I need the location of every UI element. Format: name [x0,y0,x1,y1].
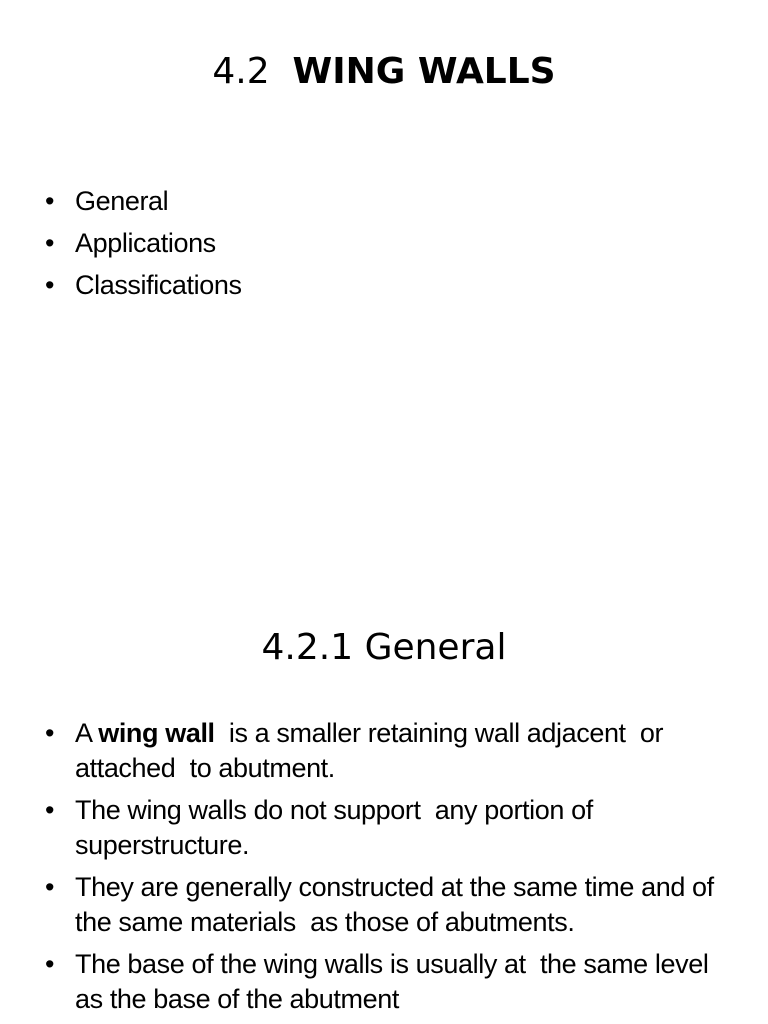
list-item [0,223,725,265]
list-item [0,870,725,940]
definition-list [0,716,725,1024]
list-item-text: is a smaller retaining wall adjacent or attached to abutment. [75,718,671,783]
bullet-icon: • [45,795,55,825]
bullet-icon: • [45,718,55,748]
slide-title: 4.2.1 General [261,627,507,668]
list-item [0,265,725,307]
list-item [0,793,725,863]
bullet-icon: • [45,186,55,216]
list-item [0,716,725,786]
list-item-prefix: A [75,718,99,748]
bullet-icon: • [45,270,55,300]
list-item-text: General [75,186,169,216]
list-item-bold-term: wing wall [98,718,215,748]
list-item-text: They are generally constructed at the same time and of the same materials as those of abutments. [75,872,721,937]
list-item [0,947,725,1017]
bullet-icon: • [45,949,55,979]
slide-general [0,576,768,1024]
title-text: WING WALLS [292,51,556,92]
bullet-icon: • [45,228,55,258]
bullet-icon: • [45,872,55,902]
list-item-text: Classifications [75,270,242,300]
list-item-text: The base of the wing walls is usually at the same level as the base of the abutment [75,949,716,1014]
list-item [0,181,725,223]
list-item-text: Applications [75,228,216,258]
slide-title [0,50,768,94]
title-number: 4.2 [212,51,270,92]
topic-list [0,181,725,307]
list-item-text: The wing walls do not support any portion of superstructure. [75,795,600,860]
